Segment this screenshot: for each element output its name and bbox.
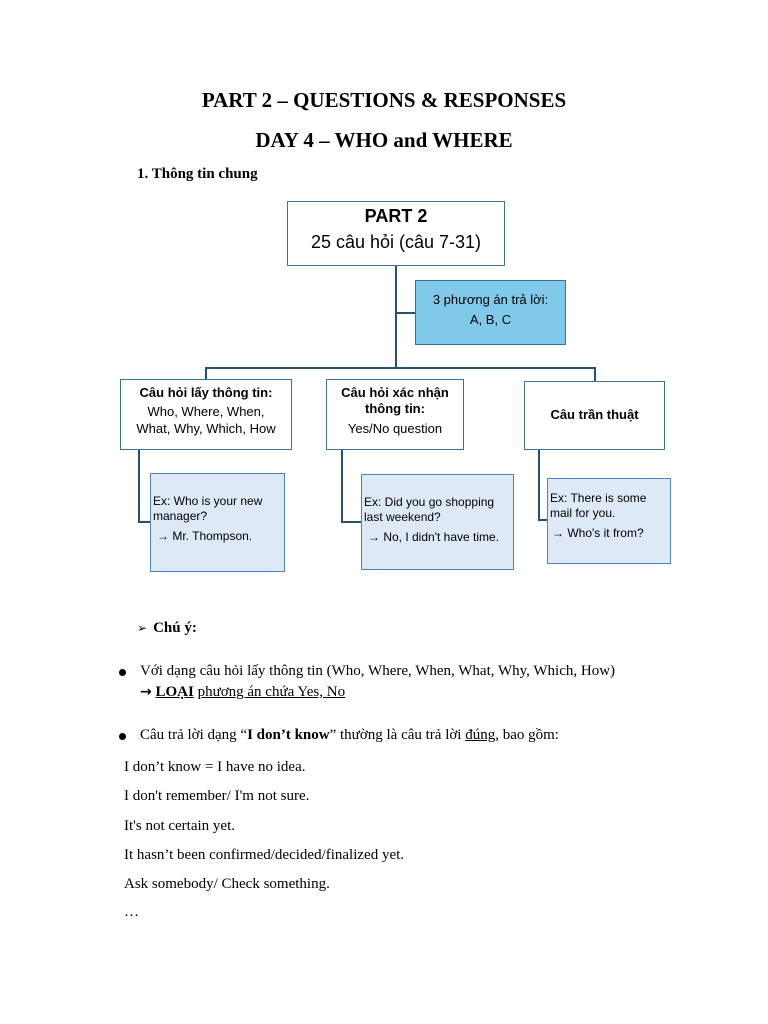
connector-ex2-v [341, 450, 343, 522]
category-box-statement [524, 381, 665, 450]
page-subtitle: DAY 4 – WHO and WHERE [255, 128, 513, 152]
arrowhead-icon: ➢ [137, 621, 148, 635]
arrow-icon: → [140, 684, 152, 700]
answer-line: I don't remember/ I'm not sure. [124, 788, 310, 804]
root-title: PART 2 [364, 206, 428, 226]
bullet2-post: , bao gồm: [495, 727, 559, 743]
connector-cat3 [594, 367, 596, 381]
category-title: Câu hỏi xác nhận [341, 385, 449, 400]
bullet2-text [140, 727, 559, 744]
category-line: Who, Where, When, [147, 404, 265, 419]
example-line: Ex: Did you go shopping [364, 495, 495, 509]
connector-root-down [395, 266, 397, 368]
options-line2: A, B, C [469, 312, 512, 327]
category-line: What, Why, Which, How [136, 421, 276, 436]
example-line: Ex: Who is your new [153, 494, 263, 508]
note-heading [137, 620, 197, 637]
part2-root-box [287, 201, 505, 266]
answer-line: I don’t know = I have no idea. [124, 759, 306, 775]
bullet2-mid: ” thường là câu trả lời [329, 727, 462, 743]
example-answer: → Mr. Thompson. [157, 529, 253, 543]
category-box-confirm [326, 379, 464, 450]
connector-ex1-v [138, 450, 140, 522]
bullet2-underline: đúng [465, 727, 496, 743]
connector-ex2-h [341, 521, 361, 523]
page-title: PART 2 – QUESTIONS & RESPONSES [201, 88, 567, 112]
answer-line: … [124, 904, 139, 920]
category-title: Câu hỏi lấy thông tin: [139, 385, 273, 400]
example-answer: → Who's it from? [552, 526, 644, 540]
loai-rest: phương án chứa Yes, No [197, 684, 346, 700]
example-box-2 [361, 474, 514, 570]
category-line: Yes/No question [347, 421, 443, 436]
options-line1: 3 phương án trả lời: [432, 292, 549, 307]
example-line: Ex: There is some [550, 491, 647, 505]
options-box [415, 280, 566, 345]
loai-label: LOẠI [155, 684, 194, 700]
example-line: last weekend? [364, 510, 441, 524]
category-box-info [120, 379, 292, 450]
connector-horizontal [205, 367, 595, 369]
bullet1-text: Với dạng câu hỏi lấy thông tin (Who, Where, When, What, Why, Which, How) [140, 663, 616, 679]
example-answer: → No, I didn't have time. [368, 530, 500, 544]
connector-ex3-v [538, 450, 540, 520]
bullet-icon [119, 733, 126, 740]
category-title: Câu trần thuật [550, 407, 639, 422]
note-heading-text: Chú ý: [153, 620, 197, 636]
answer-line: Ask somebody/ Check something. [124, 876, 330, 892]
bullet1-rule [140, 684, 345, 701]
connector-cat1 [205, 367, 207, 379]
root-subtitle: 25 câu hỏi (câu 7-31) [310, 232, 482, 252]
example-line: manager? [153, 509, 208, 523]
example-box-1 [150, 473, 285, 572]
answer-line: It hasn’t been confirmed/decided/finalized yet. [124, 847, 405, 863]
connector-options [396, 312, 416, 314]
category-title-2: thông tin: [365, 401, 425, 416]
bullet2-bold: I don’t know [247, 727, 330, 743]
section-heading: 1. Thông tin chung [137, 166, 258, 182]
answer-line: It's not certain yet. [124, 818, 235, 834]
bullet-icon [119, 669, 126, 676]
connector-ex1-h [138, 521, 150, 523]
bullet2-pre: Câu trả lời dạng “ [140, 727, 248, 743]
example-line: mail for you. [550, 506, 616, 520]
example-box-3 [547, 478, 671, 564]
